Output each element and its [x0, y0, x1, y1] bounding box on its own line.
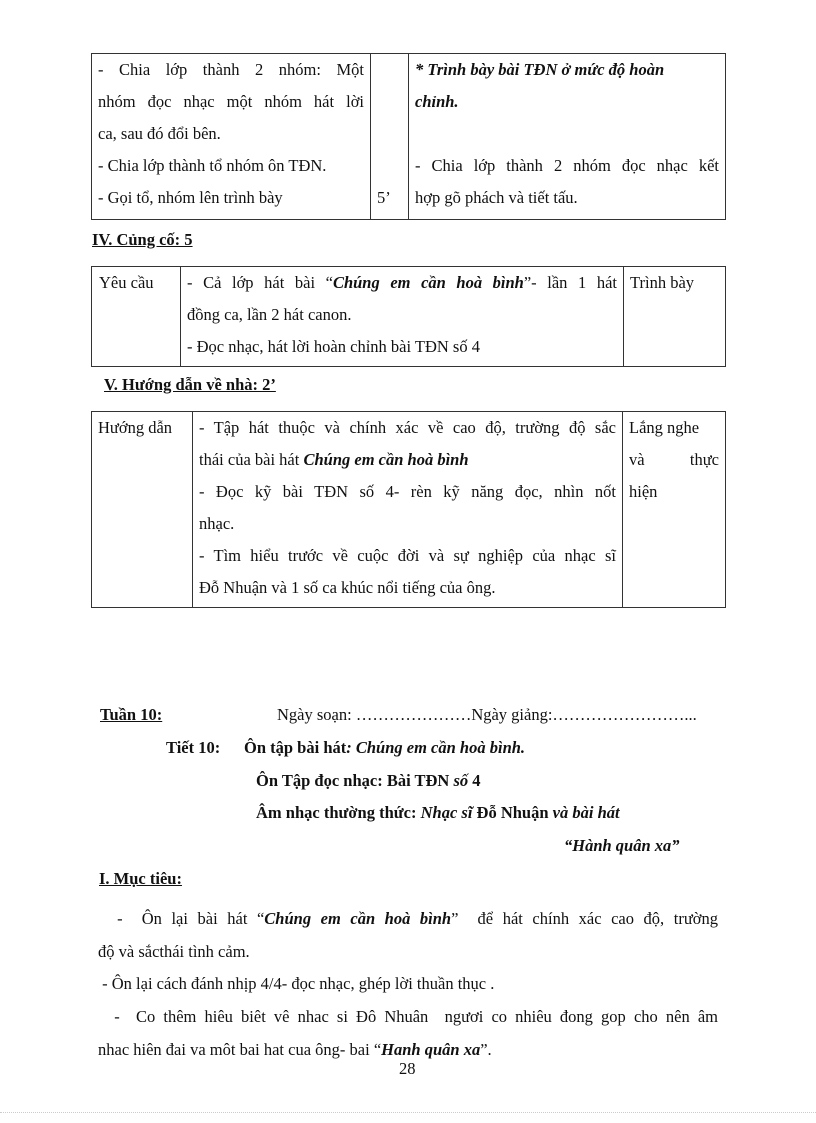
objectives-heading: I. Mục tiêu:	[99, 869, 182, 888]
lesson-line-1: Ôn tập bài hát: Chúng em cần hoà bình.	[244, 738, 526, 757]
text-line: - Đọc kỹ bài TĐN số 4- rèn kỹ năng đọc, nhìn nốt	[199, 482, 616, 501]
lesson-line-3: Âm nhạc thường thức: Nhạc sĩ Đỗ Nhuận và bài hát	[256, 803, 620, 822]
lesson-line-2: Ôn Tập đọc nhạc: Bài TĐN số 4	[256, 771, 481, 790]
objective-3: - Co thêm hiêu biêt vê nhac si Đô Nhuân ngươi co nhiêu đong gop cho nên âm nhac hiên đai va môt bai hat cua ông- bai “Hanh quân xa”.	[98, 1007, 718, 1059]
page-number: 28	[399, 1059, 416, 1078]
text-line: nhóm đọc nhạc một nhóm hát lời	[98, 92, 364, 111]
text-line: thái của bài hát Chúng em cần hoà bình	[199, 450, 469, 469]
cell-label: Yêu cầu	[99, 273, 154, 292]
consolidation-content-cell	[181, 267, 624, 367]
homework-label-cell	[92, 412, 193, 608]
homework-content-cell	[193, 412, 623, 608]
text-line: - Chia lớp thành 2 nhóm: Một	[98, 60, 364, 79]
cell-label: Hướng dẫn	[98, 418, 173, 437]
text-line: nhạc.	[199, 514, 235, 533]
objective-1: - Ôn lại bài hát “Chúng em cần hoà bình” để hát chính xác cao độ, trường độ và sắcthái tình cảm.	[98, 909, 718, 961]
spacer	[415, 118, 719, 150]
text-line: ca, sau đó đổi bên.	[98, 124, 221, 143]
text-line: - Cả lớp hát bài “Chúng em cần hoà bình”- lần 1 hát	[187, 273, 617, 292]
text-line: - Tập hát thuộc và chính xác về cao độ, trường độ sắc	[199, 418, 616, 437]
text-line: hợp gõ phách và tiết tấu.	[415, 188, 578, 207]
lesson-dates: Ngày soạn: …………………Ngày giảng:……………………...	[277, 705, 697, 724]
homework-table	[91, 411, 726, 608]
text-line: * Trình bày bài TĐN ở mức độ hoàn	[415, 60, 665, 79]
text-line: - Đọc nhạc, hát lời hoàn chỉnh bài TĐN số 4	[187, 337, 480, 356]
activity-teacher-cell	[92, 54, 371, 220]
text-line: chỉnh.	[415, 92, 459, 111]
text-line: - Gọi tổ, nhóm lên trình bày	[98, 188, 283, 207]
page-bottom-rule	[0, 1112, 816, 1113]
activity-time-cell	[371, 54, 409, 220]
text-line: - Chia lớp thành tổ nhóm ôn TĐN.	[98, 156, 327, 175]
homework-right-cell	[623, 412, 726, 608]
activity-student-cell	[409, 54, 726, 220]
objective-2: - Ôn lại cách đánh nhịp 4/4- đọc nhạc, ghép lời thuần thục .	[98, 974, 495, 993]
text-line: và thực	[629, 450, 719, 469]
week-label: Tuần 10:	[100, 705, 163, 724]
lesson-line-4: “Hành quân xa”	[564, 836, 680, 855]
consolidation-label-cell	[92, 267, 181, 367]
consolidation-right-cell	[624, 267, 726, 367]
activity-table	[91, 53, 726, 220]
text-line: - Tìm hiểu trước về cuộc đời và sự nghiệp của nhạc sĩ	[199, 546, 616, 565]
period-label: Tiết 10:	[166, 738, 221, 757]
time-value: 5’	[377, 188, 391, 207]
text-line: - Chia lớp thành 2 nhóm đọc nhạc kết	[415, 156, 719, 175]
text-line: Lắng nghe	[629, 418, 700, 437]
section-v-heading: V. Hướng dẫn về nhà: 2’	[104, 375, 276, 394]
consolidation-table	[91, 266, 726, 367]
text-line: đồng ca, lần 2 hát canon.	[187, 305, 352, 324]
section-iv-heading: IV. Củng cố: 5	[92, 230, 193, 249]
text-line: Đỗ Nhuận và 1 số ca khúc nổi tiếng của ông.	[199, 578, 496, 597]
text-line: hiện	[629, 482, 658, 501]
cell-label: Trình bày	[630, 273, 695, 292]
